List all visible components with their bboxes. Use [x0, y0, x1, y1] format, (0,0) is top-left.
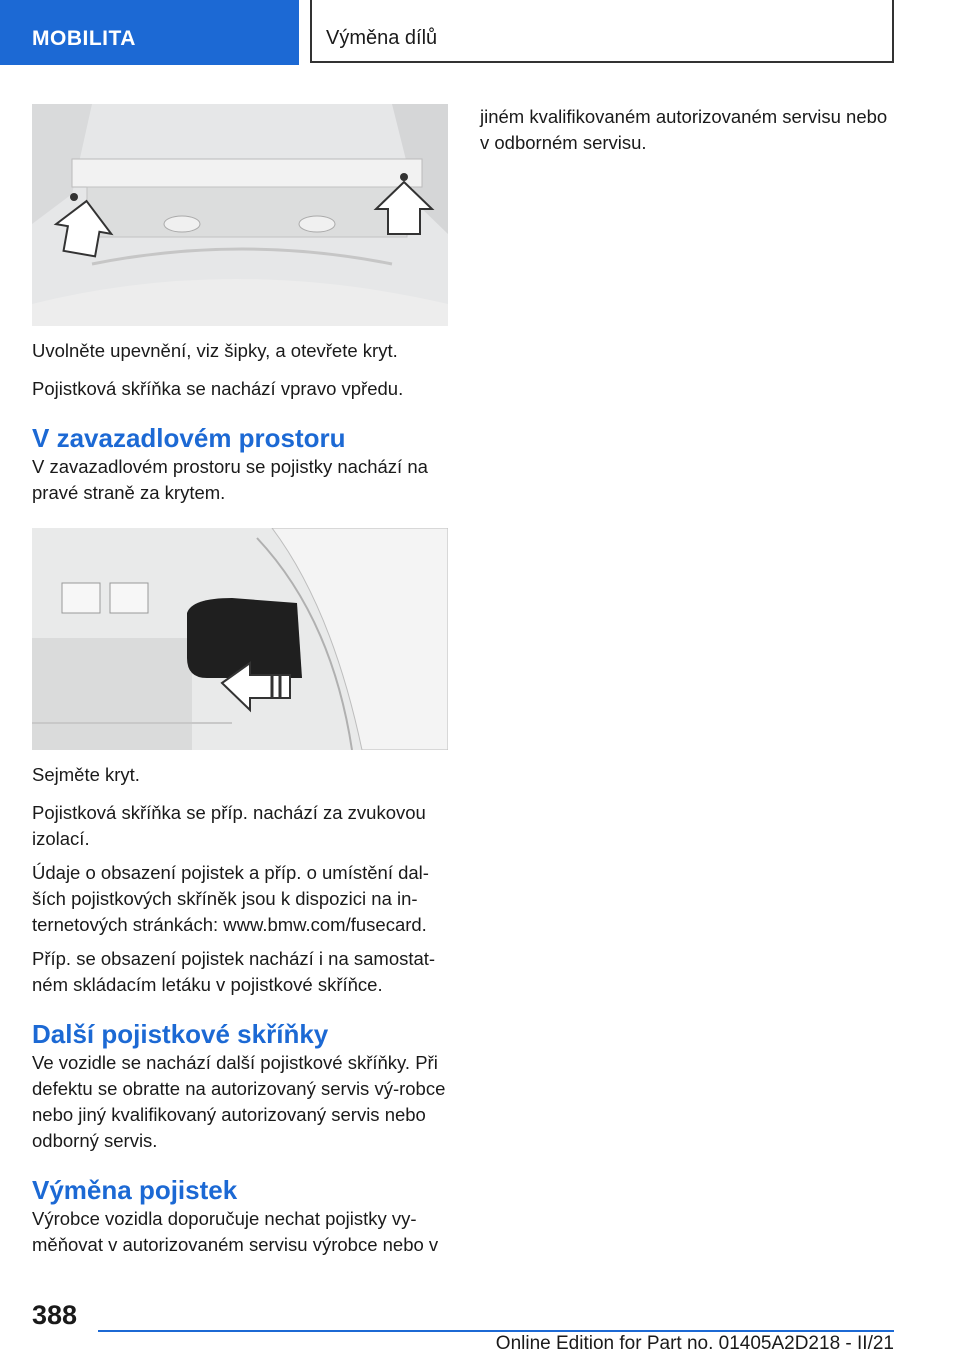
header-section-tab [0, 0, 299, 65]
paragraph: Výrobce vozidla doporučuje nechat pojistky vy-měňovat v autorizovaném servisu výrobce nebo v [32, 1208, 439, 1255]
section-heading: Další pojistkové skříňky [32, 1019, 329, 1049]
header-chapter-label: Výměna dílů [326, 27, 438, 49]
paragraph: V zavazadlovém prostoru se pojistky nachází na pravé straně za krytem. [32, 456, 428, 503]
right-column [480, 104, 900, 156]
paragraph: Údaje o obsazení pojistek a příp. o umístění dal-ších pojistkových skříněk jsou k dispozici na in-ternetových stránkách: www.bmw.com/fusecard. [32, 862, 429, 935]
footer-edition: Online Edition for Part no. 01405A2D218 - II/21 [495, 1333, 894, 1354]
section-heading: V zavazadlovém prostoru [32, 423, 346, 453]
figure1-caption: Uvolněte upevnění, viz šipky, a otevřete kryt. [32, 340, 398, 361]
left-column [32, 104, 448, 1258]
paragraph: Ve vozidle se nachází další pojistkové skříňky. Při defektu se obratte na autorizovaný servis vý-robce nebo jiný kvalifikovaný autorizovaný servis nebo odborný servis. [32, 1052, 446, 1151]
footer-divider [98, 1330, 894, 1332]
header-chapter-tab [310, 0, 894, 63]
page-number: 388 [32, 1300, 78, 1330]
paragraph: jiném kvalifikovaném autorizovaném servisu nebo v odborném servisu. [480, 106, 888, 153]
paragraph: Pojistková skříňka se nachází vpravo vpředu. [32, 378, 404, 399]
header-section-label: MOBILITA [32, 27, 136, 50]
paragraph: Příp. se obsazení pojistek nachází i na samostat-ném skládacím letáku v pojistkové skříňce. [32, 948, 436, 995]
section-heading: Výměna pojistek [32, 1175, 238, 1205]
paragraph: Pojistková skříňka se příp. nachází za zvukovou izolací. [32, 802, 426, 849]
figure-trunk-cover [32, 528, 448, 750]
figure2-caption: Sejměte kryt. [32, 764, 140, 785]
figure-fusebox-cover-front [32, 104, 448, 326]
